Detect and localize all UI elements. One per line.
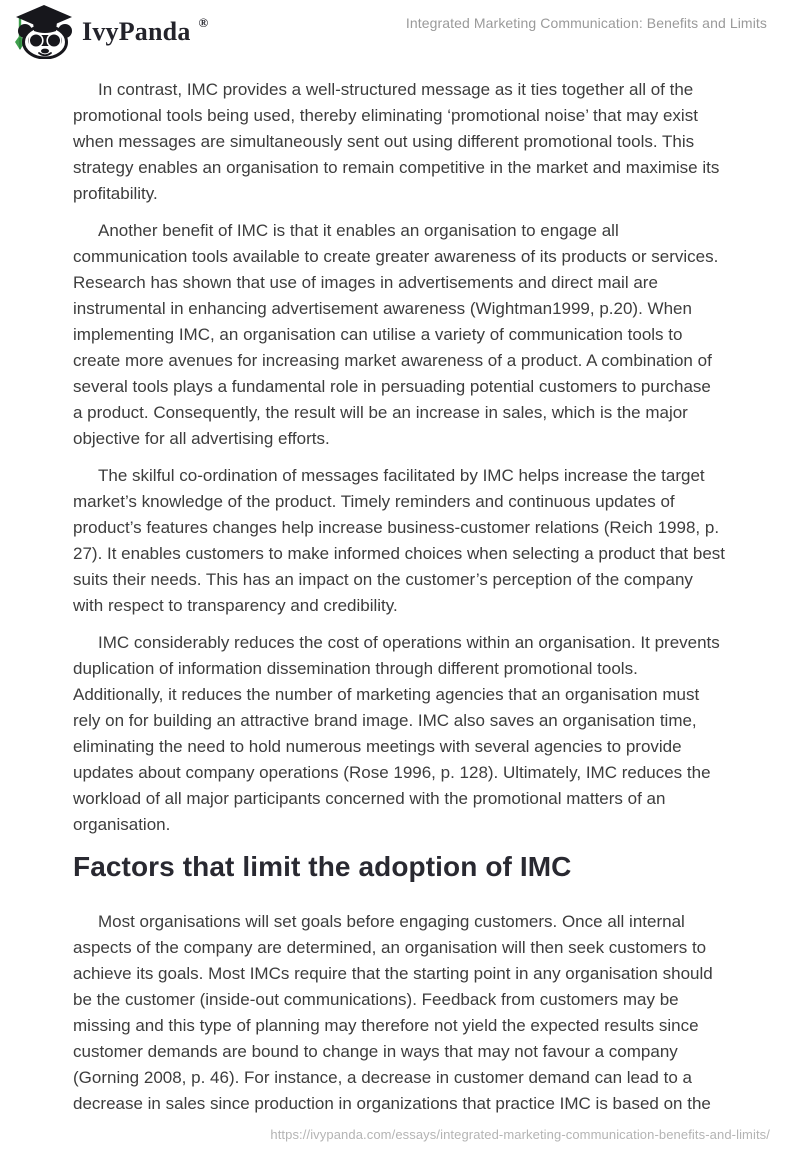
paragraph: The skilful co-ordination of messages facilitated by IMC helps increase the target market’s knowledge of the product. Timely reminders and continuous updates of product’s features changes help increase business-customer relations (Reich 1998, p. 27). It enables customers to make informed choices when selecting a product that best suits their needs. This has an impact on the customer’s perception of the company with respect to transparency and credibility. [73,466,726,615]
graduation-panda-icon [13,5,75,59]
section-heading: Factors that limit the adoption of IMC [73,851,572,882]
source-url-link[interactable]: https://ivypanda.com/essays/integrated-marketing-communication-benefits-and-limits/ [270,1127,770,1142]
paragraph: Most organisations will set goals before engaging customers. Once all internal aspects of the company are determined, an organisation will then seek customers to achieve its goals. Most IMCs require that the starting point in any organisation should be the customer (inside-out communications). Feedback from customers may be missing and this type of planning may therefore not yield the expected results since customer demands are bound to change in ways that may not favour a company (Gorning 2008, p. 46). For instance, a decrease in customer demand can lead to a decrease in sales since production in organizations that practice IMC is based on the [73,912,713,1113]
registered-trademark: ® [198,15,209,30]
paragraph: In contrast, IMC provides a well-structured message as it ties together all of the promotional tools being used, thereby eliminating ‘promotional noise’ that may exist when messages are simultaneously sent out using different promotional tools. This strategy enables an organisation to remain competitive in the market and maximise its profitability. [73,80,720,203]
paragraph: IMC considerably reduces the cost of operations within an organisation. It prevents duplication of information dissemination through different promotional tools. Additionally, it reduces the number of marketing agencies that an organisation must rely on for building an attractive brand image. IMC also saves an organisation time, eliminating the need to hold numerous meetings with several agencies to provide updates about company operations (Rose 1996, p. 128). Ultimately, IMC reduces the workload of all major participants concerned with the promotional matters of an organisation. [73,633,720,834]
essay-body [73,77,725,1128]
paragraph: Another benefit of IMC is that it enables an organisation to engage all communication tools available to create greater awareness of its products or services. Research has shown that use of images in advertisements and direct mail are instrumental in enhancing advertisement awareness (Wightman1999, p.20). When implementing IMC, an organisation can utilise a variety of communication tools to create more avenues for increasing market awareness of a product. A combination of several tools plays a fundamental role in persuading potential customers to purchase a product. Consequently, the result will be an increase in sales, which is the major objective for all advertising efforts. [73,221,719,448]
page-header [0,0,800,62]
document-title: Integrated Marketing Communication: Benefits and Limits [405,15,767,31]
ivypanda-logo [13,5,207,59]
brand-wordmark: IvyPanda [82,17,191,46]
